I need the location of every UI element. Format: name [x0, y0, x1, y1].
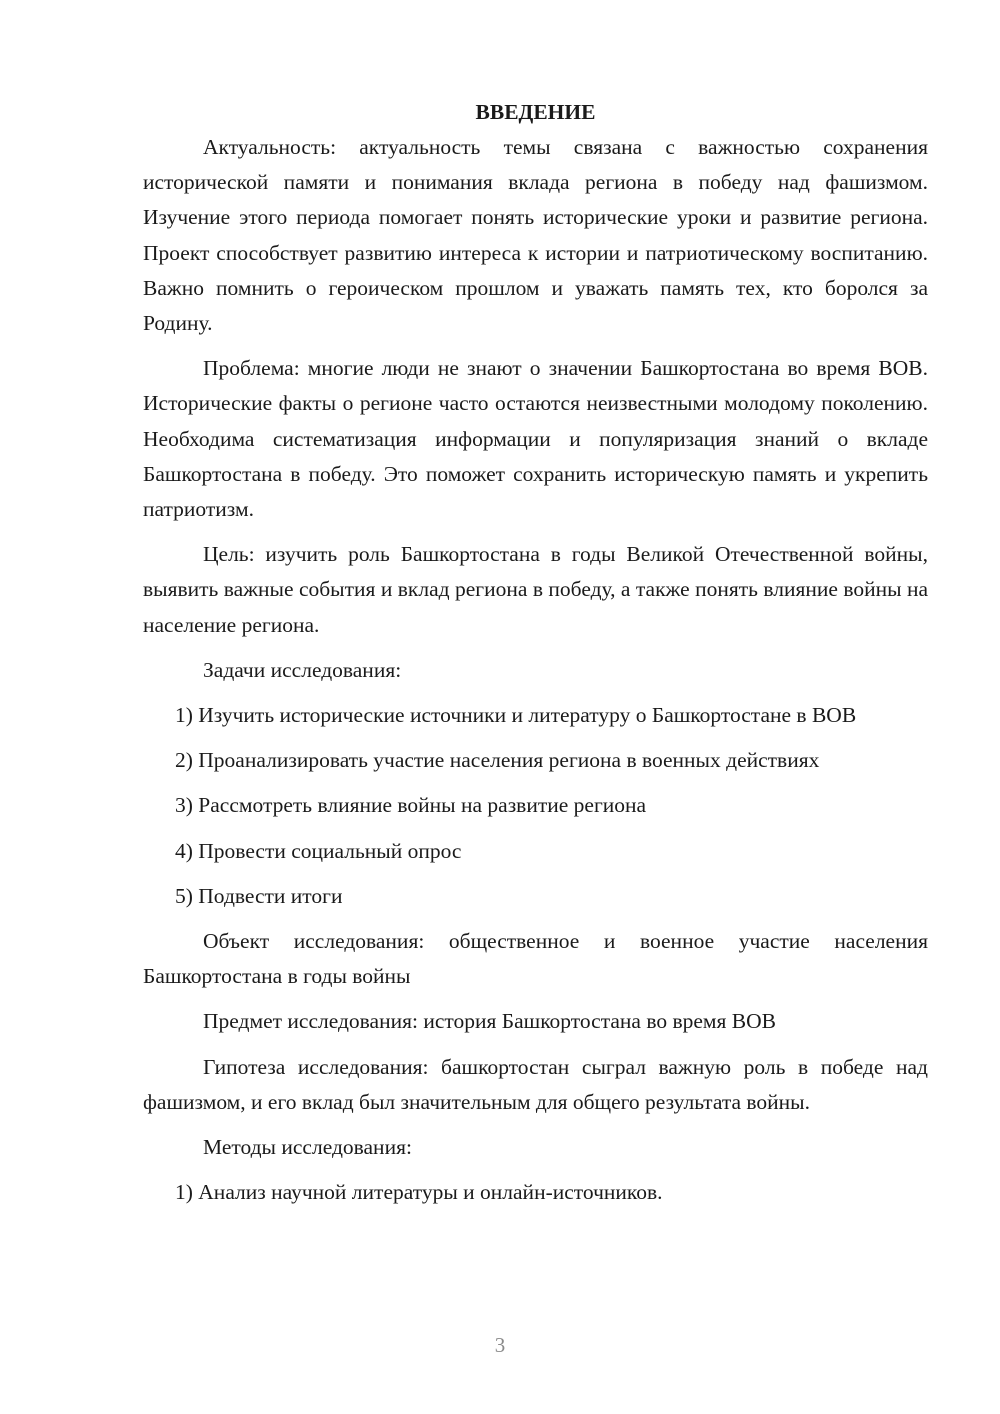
problem-paragraph: Проблема: многие люди не знают о значении Башкортостана во время ВОВ. Исторические факты о регионе часто остаются неизвестными молодому поколению. Необходима систематизация информации и популяризация знаний о вкладе Башкортостана в победу. Это поможет сохранить историческую память и укрепить патриотизм. — [143, 356, 928, 522]
object-paragraph: Объект исследования: общественное и военное участие населения Башкортостана в годы войны — [143, 929, 928, 989]
document-page — [143, 95, 928, 1220]
tasks-heading: Задачи исследования: — [203, 657, 402, 682]
task-item-5: 5) Подвести итоги — [175, 883, 343, 908]
task-item-1: 1) Изучить исторические источники и литературу о Башкортостане в ВОВ — [175, 703, 857, 728]
methods-heading: Методы исследования: — [203, 1135, 412, 1160]
document-title: ВВЕДЕНИЕ — [475, 100, 596, 124]
hypothesis-paragraph: Гипотеза исследования: башкортостан сыграл важную роль в победе над фашизмом, и его вклад был значительным для общего результата войны. — [143, 1054, 928, 1114]
task-item-4: 4) Провести социальный опрос — [175, 838, 462, 863]
relevance-paragraph: Актуальность: актуальность темы связана с важностью сохранения исторической памяти и понимания вклада региона в победу над фашизмом. Изучение этого периода помогает понять исторические уроки и развитие региона. Проект способствует развитию интереса к истории и патриотическому воспитанию. Важно помнить о героическом прошлом и уважать память тех, кто боролся за Родину. — [143, 135, 928, 336]
subject-paragraph: Предмет исследования: история Башкортостана во время ВОВ — [203, 1009, 776, 1034]
task-item-2: 2) Проанализировать участие населения региона в военных действиях — [175, 748, 820, 773]
method-item-1: 1) Анализ научной литературы и онлайн-источников. — [175, 1180, 663, 1205]
page-number: 3 — [494, 1333, 506, 1357]
task-item-3: 3) Рассмотреть влияние войны на развитие региона — [175, 793, 647, 818]
goal-paragraph: Цель: изучить роль Башкортостана в годы Великой Отечественной войны, выявить важные события и вклад региона в победу, а также понять влияние войны на население региона. — [143, 542, 928, 637]
